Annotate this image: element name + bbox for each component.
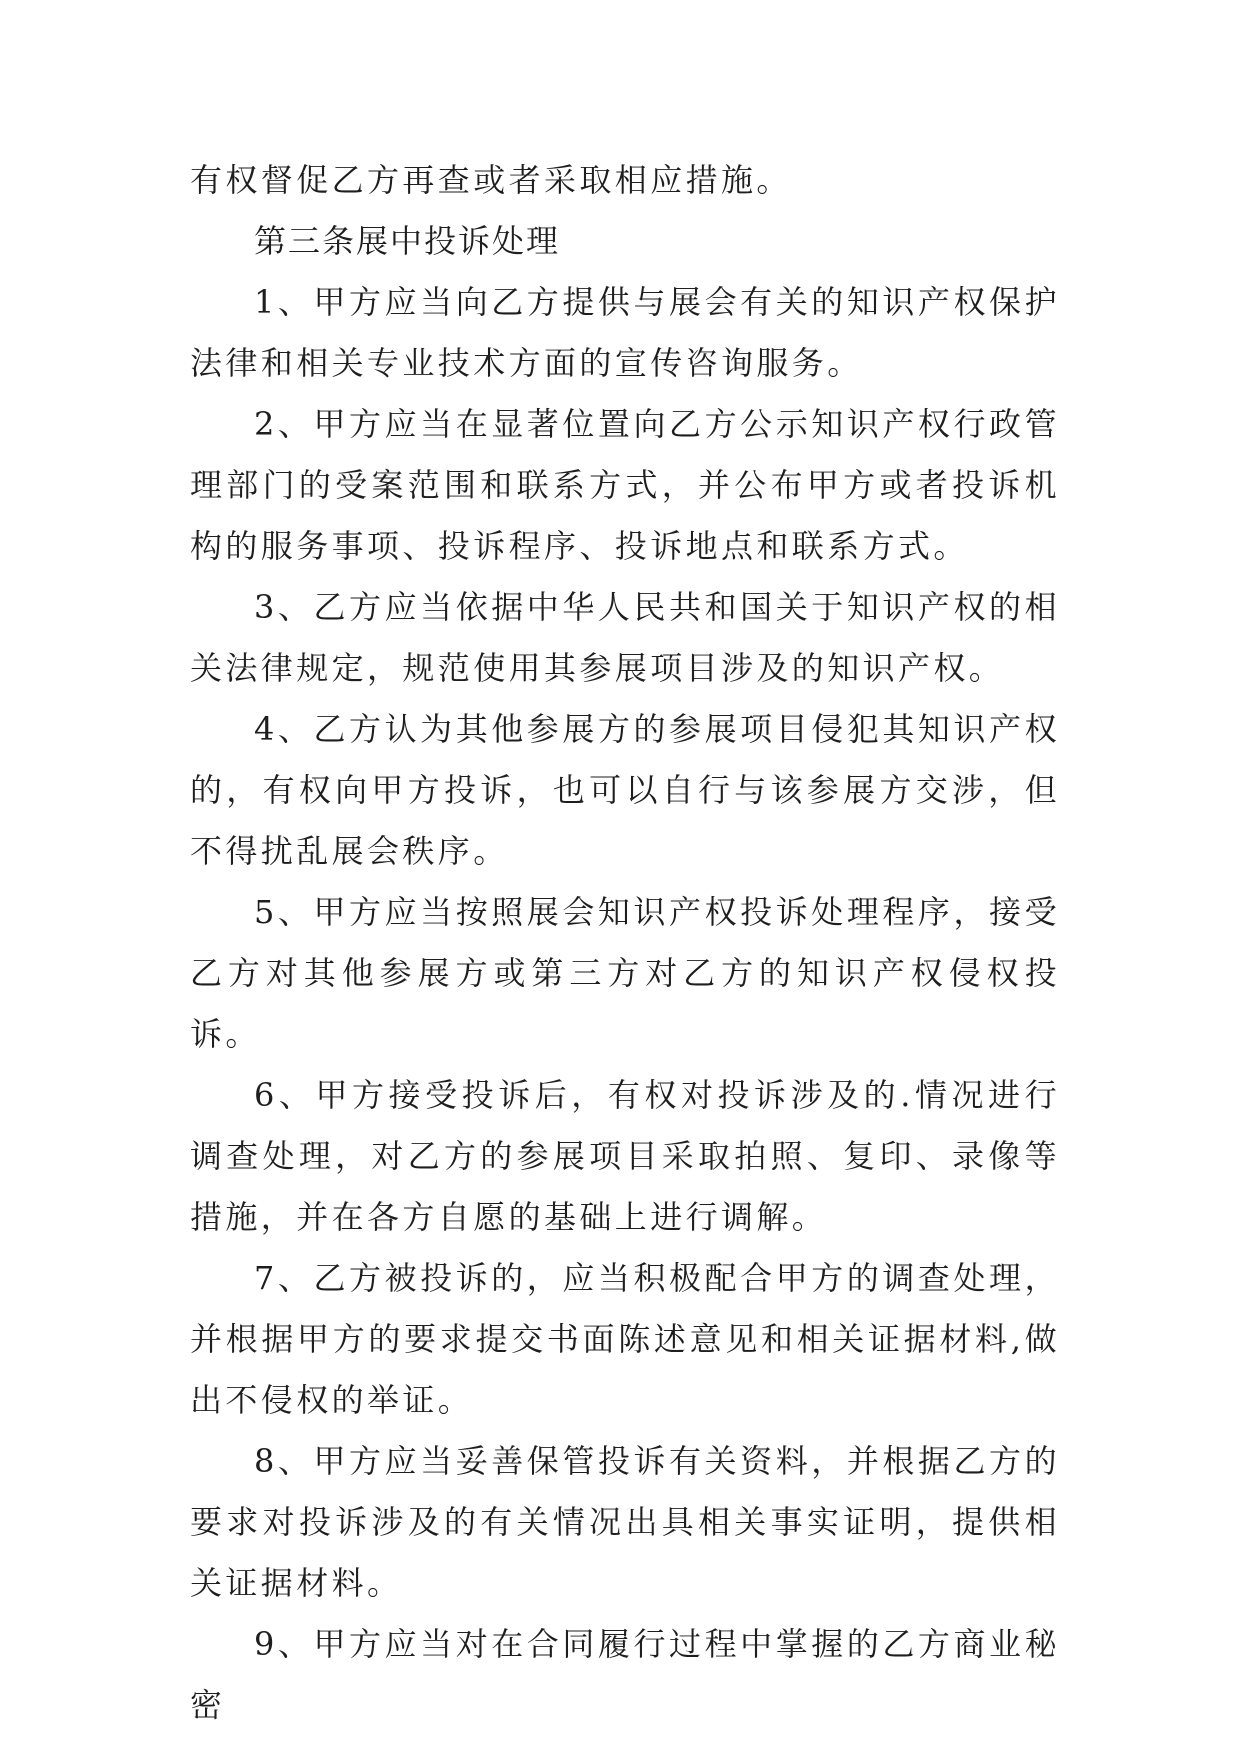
clause-1: 1、甲方应当向乙方提供与展会有关的知识产权保护法律和相关专业技术方面的宣传咨询服务。 (190, 283, 1060, 382)
clause-7: 7、乙方被投诉的，应当积极配合甲方的调查处理，并根据甲方的要求提交书面陈述意见和相关证据材料,做出不侵权的举证。 (190, 1259, 1060, 1419)
clause-4: 4、乙方认为其他参展方的参展项目侵犯其知识产权的，有权向甲方投诉，也可以自行与该参展方交涉，但不得扰乱展会秩序。 (190, 710, 1060, 870)
clause-2: 2、甲方应当在显著位置向乙方公示知识产权行政管理部门的受案范围和联系方式，并公布甲方或者投诉机构的服务事项、投诉程序、投诉地点和联系方式。 (190, 405, 1060, 565)
section-heading: 第三条展中投诉处理 (254, 222, 561, 260)
clause-5: 5、甲方应当按照展会知识产权投诉处理程序，接受乙方对其他参展方或第三方对乙方的知识产权侵权投诉。 (190, 893, 1060, 1053)
document-body (190, 150, 1060, 1736)
clause-3: 3、乙方应当依据中华人民共和国关于知识产权的相关法律规定，规范使用其参展项目涉及的知识产权。 (190, 588, 1060, 687)
paragraph-continuation: 有权督促乙方再查或者采取相应措施。 (190, 161, 792, 199)
clause-8: 8、甲方应当妥善保管投诉有关资料，并根据乙方的要求对投诉涉及的有关情况出具相关事实证明，提供相关证据材料。 (190, 1442, 1060, 1602)
clause-6: 6、甲方接受投诉后，有权对投诉涉及的.情况进行调查处理，对乙方的参展项目采取拍照、复印、录像等措施，并在各方自愿的基础上进行调解。 (190, 1076, 1060, 1236)
clause-9: 9、甲方应当对在合同履行过程中掌握的乙方商业秘密 (190, 1625, 1060, 1724)
